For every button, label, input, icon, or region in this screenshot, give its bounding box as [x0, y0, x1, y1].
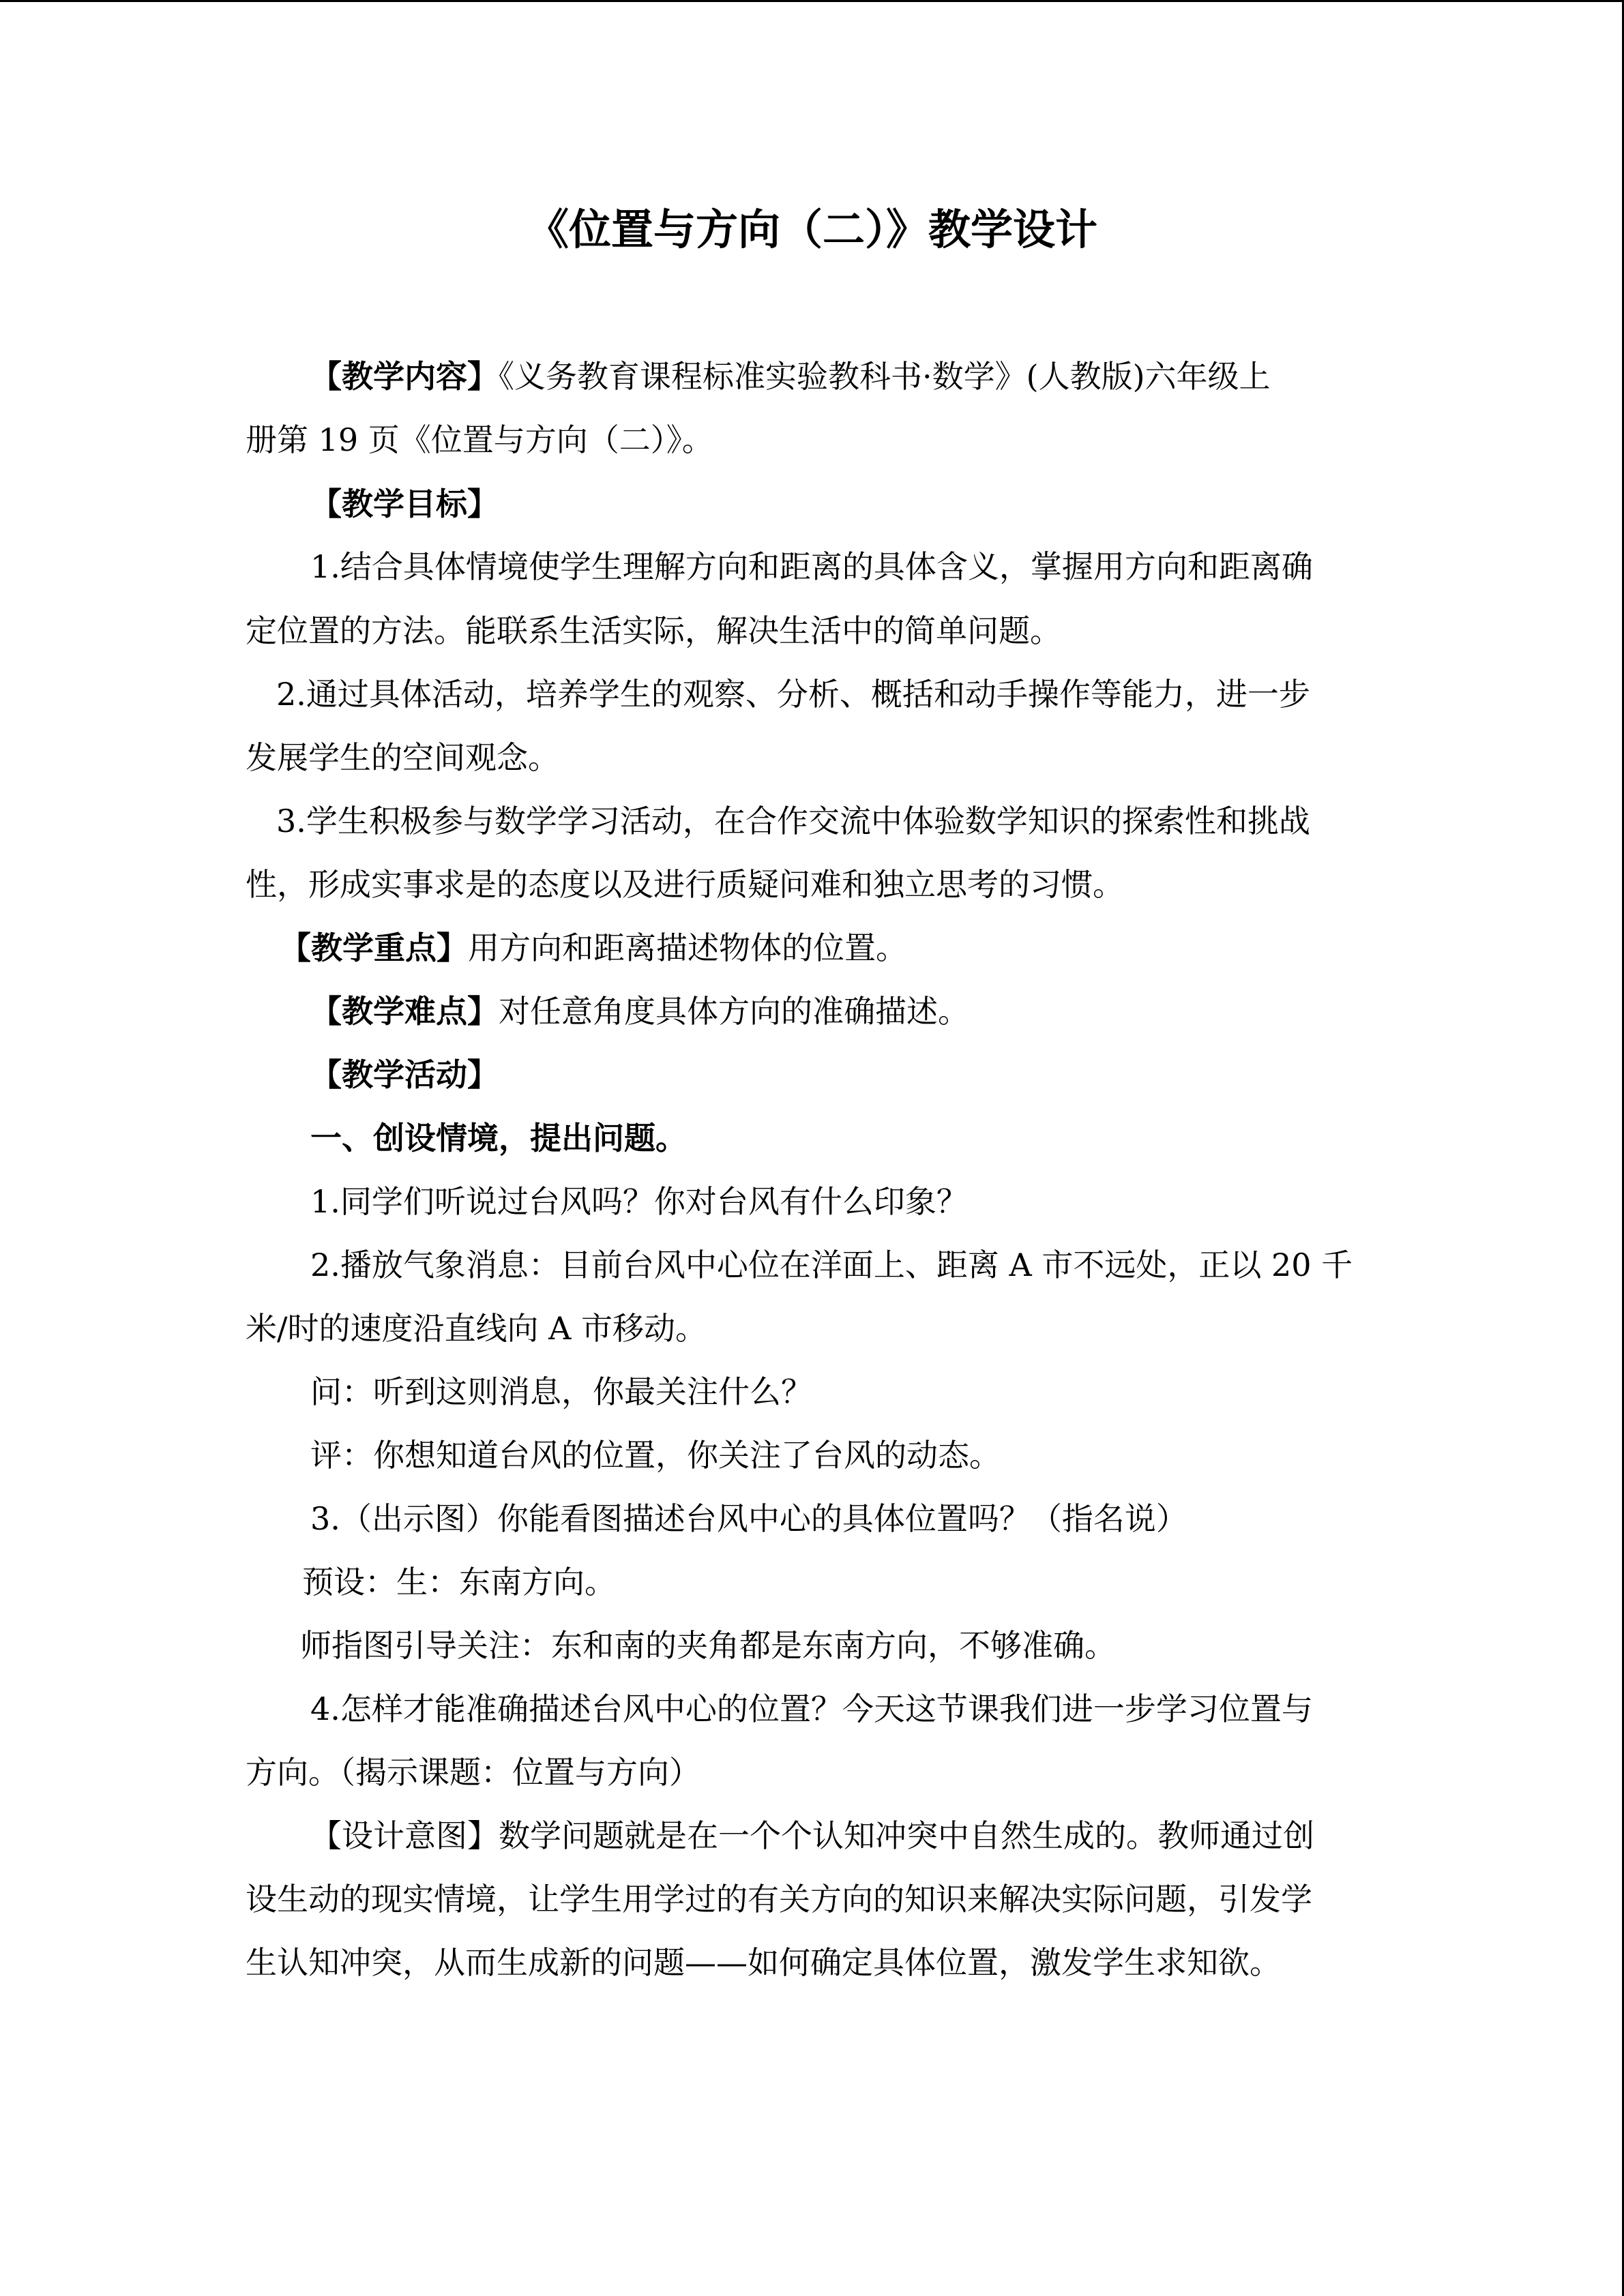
section-heading: 一、创设情境，提出问题。: [310, 1120, 687, 1157]
paragraph-line: 设生动的现实情境，让学生用学过的有关方向的知识来解决实际问题，引发学: [246, 1881, 1312, 1918]
paragraph-line: 4.怎样才能准确描述台风中心的位置？今天这节课我们进一步学习位置与: [310, 1690, 1313, 1727]
paragraph-teaching-content: [310, 358, 1271, 396]
page-border-top: [0, 0, 1624, 2]
paragraph-teaching-difficulty: [310, 993, 969, 1030]
paragraph-line: 3.（出示图）你能看图描述台风中心的具体位置吗？（指名说）: [310, 1500, 1187, 1537]
paragraph-text: 用方向和距离描述物体的位置。: [468, 929, 907, 966]
section-label: 【教学重点】: [280, 929, 468, 966]
paragraph-teaching-key-point: [280, 929, 907, 967]
paragraph-line: 2.通过具体活动，培养学生的观察、分析、概括和动手操作等能力，进一步: [276, 676, 1310, 713]
paragraph-line: 1.同学们听说过台风吗？你对台风有什么印象？: [310, 1183, 968, 1220]
paragraph-line: 性，形成实事求是的态度以及进行质疑问难和独立思考的习惯。: [246, 866, 1124, 903]
paragraph-line: 问：听到这则消息，你最关注什么？: [310, 1373, 812, 1410]
section-label: 【教学难点】: [310, 993, 499, 1030]
paragraph-line: 方向。（揭示课题：位置与方向）: [246, 1754, 700, 1791]
paragraph-text: 《义务教育课程标准实验教科书·数学》(人教版)六年级上: [499, 358, 1271, 395]
paragraph-line: 预设：生：东南方向。: [302, 1564, 616, 1600]
paragraph-line: 1.结合具体情境使学生理解方向和距离的具体含义，掌握用方向和距离确: [310, 548, 1313, 585]
paragraph-line: 3.学生积极参与数学学习活动，在合作交流中体验数学知识的探索性和挑战: [276, 803, 1310, 839]
paragraph-line: 评：你想知道台风的位置，你关注了台风的动态。: [310, 1437, 1001, 1474]
section-label: 【教学内容】: [310, 358, 499, 395]
paragraph-line: 生认知冲突，从而生成新的问题——如何确定具体位置，激发学生求知欲。: [246, 1944, 1281, 1981]
paragraph-text: 对任意角度具体方向的准确描述。: [499, 993, 969, 1030]
document-title: 《位置与方向（二）》教学设计: [526, 205, 1097, 254]
paragraph-line: 2.播放气象消息：目前台风中心位在洋面上、距离 A 市不远处，正以 20 千: [310, 1247, 1353, 1283]
paragraph-line: 【设计意图】数学问题就是在一个个认知冲突中自然生成的。教师通过创: [310, 1817, 1314, 1854]
section-label-teaching-goals: 【教学目标】: [310, 486, 499, 522]
paragraph-line: 发展学生的空间观念。: [246, 739, 559, 776]
paragraph-line: 米/时的速度沿直线向 A 市移动。: [246, 1310, 707, 1347]
paragraph-line: 定位置的方法。能联系生活实际，解决生活中的简单问题。: [246, 612, 1061, 649]
section-label-teaching-activities: 【教学活动】: [310, 1056, 499, 1093]
paragraph-line: 册第 19 页《位置与方向（二）》。: [246, 421, 713, 458]
paragraph-line: 师指图引导关注：东和南的夹角都是东南方向，不够准确。: [300, 1627, 1116, 1664]
